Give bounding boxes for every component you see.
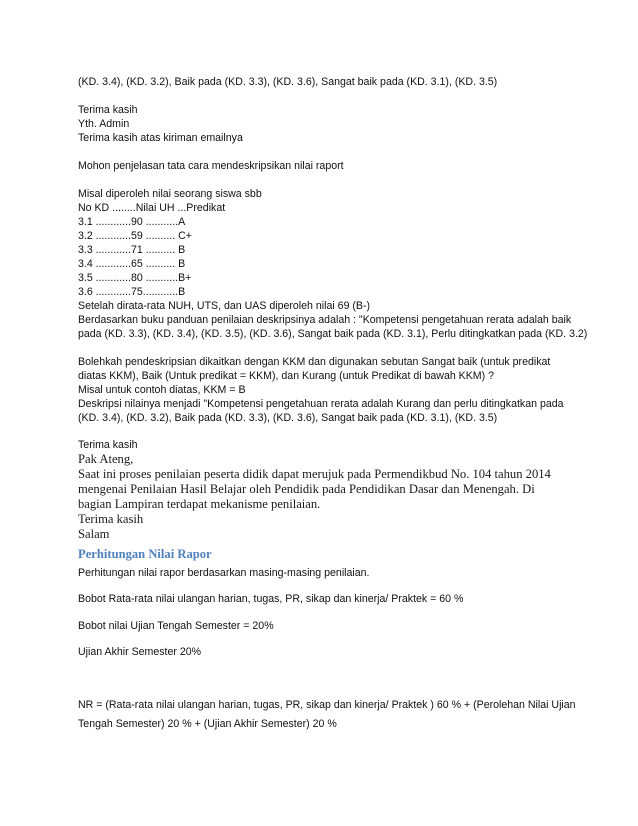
text-line: Terima kasih [78, 104, 138, 116]
reply-line: mengenai Penilaian Hasil Belajar oleh Pendidik pada Pendidikan Dasar dan Menengah. Di [78, 482, 535, 496]
text-line: 3.4 ............65 .......... B [78, 258, 186, 270]
text-line: Bobot Rata-rata nilai ulangan harian, tugas, PR, sikap dan kinerja/ Praktek = 60 % [78, 593, 464, 605]
formula-line: NR = (Rata-rata nilai ulangan harian, tugas, PR, sikap dan kinerja/ Praktek ) 60 % + (Perolehan Nilai Ujian [78, 699, 576, 711]
text-line: Yth. Admin [78, 118, 130, 130]
reply-line: bagian Lampiran terdapat mekanisme penilaian. [78, 497, 321, 511]
reply-greeting: Pak Ateng, [78, 452, 134, 466]
text-line: (KD. 3.4), (KD. 3.2), Baik pada (KD. 3.3), (KD. 3.6), Sangat baik pada (KD. 3.1), (KD. 3.5) [78, 412, 498, 424]
text-line: Misal diperoleh nilai seorang siswa sbb [78, 188, 262, 200]
text-line: diatas KKM), Baik (Untuk predikat = KKM), dan Kurang (untuk Predikat di bawah KKM) ? [78, 370, 494, 382]
text-line: 3.1 ............90 ...........A [78, 216, 186, 228]
text-line: Perhitungan nilai rapor berdasarkan masing-masing penilaian. [78, 567, 370, 579]
text-line: Berdasarkan buku panduan penilaian deskripsinya adalah : "Kompetensi pengetahuan rerata adalah baik [78, 314, 572, 326]
text-line: 3.3 ............71 .......... B [78, 244, 186, 256]
text-line: Misal untuk contoh diatas, KKM = B [78, 384, 246, 396]
text-line: 3.5 ............80 ...........B+ [78, 272, 192, 284]
text-line: Terima kasih atas kiriman emailnya [78, 132, 243, 144]
section-heading: Perhitungan Nilai Rapor [78, 547, 212, 561]
reply-line: Saat ini proses penilaian peserta didik dapat merujuk pada Permendikbud No. 104 tahun 2014 [78, 467, 551, 481]
text-line: Setelah dirata-rata NUH, UTS, dan UAS diperoleh nilai 69 (B-) [78, 300, 371, 312]
text-line: pada (KD. 3.3), (KD. 3.4), (KD. 3.5), (KD. 3.6), Sangat baik pada (KD. 3.1), Perlu ditingkatkan pada (KD. 3.2) [78, 328, 588, 340]
text-line: (KD. 3.4), (KD. 3.2), Baik pada (KD. 3.3), (KD. 3.6), Sangat baik pada (KD. 3.1), (KD. 3.5) [78, 76, 498, 88]
text-line: Bolehkah pendeskripsian dikaitkan dengan KKM dan digunakan sebutan Sangat baik (untuk predikat [78, 356, 551, 368]
text-line: No KD ........Nilai UH ...Predikat [78, 202, 226, 214]
text-line: Deskripsi nilainya menjadi "Kompetensi pengetahuan rerata adalah Kurang dan perlu ditingkatkan pada [78, 398, 564, 410]
formula-line: Tengah Semester) 20 % + (Ujian Akhir Semester) 20 % [78, 718, 337, 730]
reply-line: Salam [78, 527, 110, 541]
text-line: 3.2 ............59 .......... C+ [78, 230, 192, 242]
text-line: Mohon penjelasan tata cara mendeskripsikan nilai raport [78, 160, 344, 172]
text-line: Terima kasih [78, 439, 138, 451]
text-line: Ujian Akhir Semester 20% [78, 646, 202, 658]
text-line: 3.6 ............75............B [78, 286, 186, 298]
text-line: Bobot nilai Ujian Tengah Semester = 20% [78, 620, 274, 632]
reply-line: Terima kasih [78, 512, 144, 526]
